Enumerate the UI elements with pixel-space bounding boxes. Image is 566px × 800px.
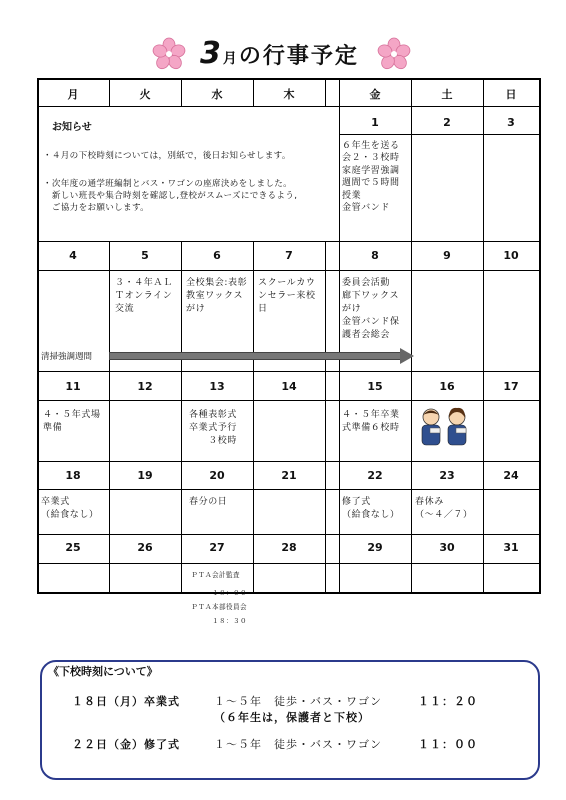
date-number: 27 bbox=[209, 541, 225, 554]
cleaning-week-label: 清掃強調週間 bbox=[41, 352, 93, 362]
page-title: 3月の行事予定 bbox=[200, 36, 359, 71]
dismissal-time: １１：２０ bbox=[418, 695, 478, 708]
date-number: 17 bbox=[503, 380, 519, 393]
date-number: 20 bbox=[209, 469, 225, 482]
event-text: ＰＴＡ本部役員会 bbox=[191, 603, 247, 611]
date-number: 31 bbox=[503, 541, 519, 554]
page-header bbox=[0, 34, 566, 74]
event-text: 春休み bbox=[415, 497, 444, 507]
event-text: 会２・３校時 bbox=[342, 153, 400, 163]
date-number: 25 bbox=[65, 541, 81, 554]
date-number: 15 bbox=[367, 380, 383, 393]
date-number: 3 bbox=[507, 116, 515, 129]
notice-line: ご協力をお願いします。 bbox=[43, 203, 150, 213]
event-text: 式準備６校時 bbox=[342, 423, 400, 433]
date-number: 6 bbox=[213, 249, 221, 262]
calendar-grid bbox=[37, 78, 541, 593]
date-number: 8 bbox=[371, 249, 379, 262]
event-text: 修了式 bbox=[342, 497, 371, 507]
dismissal-title: 《下校時刻について》 bbox=[48, 665, 158, 678]
event-text: ６年生を送る bbox=[342, 141, 400, 151]
date-number: 22 bbox=[367, 469, 383, 482]
event-text: 授業 bbox=[342, 191, 362, 201]
event-text: （～４／７） bbox=[415, 510, 473, 520]
event-text: 家庭学習強調 bbox=[342, 166, 400, 176]
dismissal-grades: １～５年 徒歩・バス・ワゴン bbox=[214, 695, 382, 708]
event-text: 金管バンド保 bbox=[342, 317, 400, 327]
event-text: 卒業式予行 bbox=[189, 423, 238, 433]
notice-line: ・次年度の通学班編制とバス・ワゴンの座席決めをしました。 bbox=[43, 179, 293, 189]
event-text: スクールカウ bbox=[258, 278, 316, 288]
date-number: 1 bbox=[371, 116, 379, 129]
dismissal-note: （６年生は，保護者と下校） bbox=[214, 711, 370, 724]
event-text: がけ bbox=[186, 304, 206, 314]
event-text: 廊下ワックス bbox=[342, 291, 400, 301]
event-text: １８：３０ bbox=[191, 617, 247, 625]
cleaning-week-arrow bbox=[109, 352, 401, 360]
event-text: 日 bbox=[258, 304, 268, 314]
notice-line: 新しい班長や集合時刻を確認し,登校がスムーズにできるよう, bbox=[43, 191, 298, 201]
weekday-header: 水 bbox=[211, 88, 223, 101]
date-number: 10 bbox=[503, 249, 519, 262]
dismissal-time: １１：００ bbox=[418, 738, 478, 751]
event-text: Ｔオンライン bbox=[115, 291, 173, 301]
event-text: 全校集会:表彰 bbox=[186, 278, 248, 288]
date-number: 21 bbox=[281, 469, 297, 482]
event-text: ンセラー来校 bbox=[258, 291, 316, 301]
date-number: 5 bbox=[141, 249, 149, 262]
date-number: 24 bbox=[503, 469, 519, 482]
event-text: ４・５年式場 bbox=[43, 410, 101, 420]
event-text: ４・５年卒業 bbox=[342, 410, 400, 420]
date-number: 16 bbox=[439, 380, 455, 393]
event-text: 各種表彰式 bbox=[189, 410, 238, 420]
weekday-header: 土 bbox=[441, 88, 453, 101]
date-number: 13 bbox=[209, 380, 225, 393]
date-number: 23 bbox=[439, 469, 455, 482]
date-number: 4 bbox=[69, 249, 77, 262]
event-text: 卒業式 bbox=[41, 497, 70, 507]
weekday-header: 木 bbox=[283, 88, 295, 101]
event-text: 護者会総会 bbox=[342, 330, 391, 340]
event-text: （給食なし） bbox=[342, 510, 400, 520]
notice-heading: お知らせ bbox=[52, 122, 92, 133]
event-text: ３・４年ＡＬ bbox=[115, 278, 173, 288]
weekday-header: 火 bbox=[139, 88, 151, 101]
weekday-header: 日 bbox=[505, 88, 517, 101]
event-text: 春分の日 bbox=[189, 497, 228, 507]
event-text: 交流 bbox=[115, 304, 135, 314]
date-number: 30 bbox=[439, 541, 455, 554]
date-number: 19 bbox=[137, 469, 153, 482]
date-number: 7 bbox=[285, 249, 293, 262]
event-text: 教室ワックス bbox=[186, 291, 244, 301]
date-number: 9 bbox=[443, 249, 451, 262]
cherry-blossom-icon bbox=[152, 37, 186, 71]
weekday-header: 月 bbox=[67, 88, 79, 101]
dismissal-date: ２２日（金）修了式 bbox=[72, 738, 180, 751]
date-number: 12 bbox=[137, 380, 153, 393]
date-number: 2 bbox=[443, 116, 451, 129]
event-text: ＰＴＡ会計監査 bbox=[191, 571, 240, 579]
event-text: 週間で５時間 bbox=[342, 178, 400, 188]
event-text: １８：００ bbox=[191, 589, 247, 597]
date-number: 14 bbox=[281, 380, 297, 393]
event-text: がけ bbox=[342, 304, 362, 314]
arrow-head-icon bbox=[400, 348, 414, 364]
date-number: 11 bbox=[65, 380, 81, 393]
event-text: 委員会活動 bbox=[342, 278, 391, 288]
notice-line: ・４月の下校時刻については，別紙で，後日お知らせします。 bbox=[43, 151, 291, 161]
event-text: 準備 bbox=[43, 423, 63, 433]
weekday-header: 金 bbox=[369, 88, 381, 101]
dismissal-date: １８日（月）卒業式 bbox=[72, 695, 180, 708]
date-number: 26 bbox=[137, 541, 153, 554]
event-text: 金管バンド bbox=[342, 203, 391, 213]
event-text: （給食なし） bbox=[41, 510, 99, 520]
date-number: 29 bbox=[367, 541, 383, 554]
cherry-blossom-icon bbox=[377, 37, 411, 71]
date-number: 28 bbox=[281, 541, 297, 554]
event-text: ３校時 bbox=[189, 436, 238, 446]
date-number: 18 bbox=[65, 469, 81, 482]
graduates-illustration-icon bbox=[417, 406, 473, 446]
dismissal-grades: １～５年 徒歩・バス・ワゴン bbox=[214, 738, 382, 751]
